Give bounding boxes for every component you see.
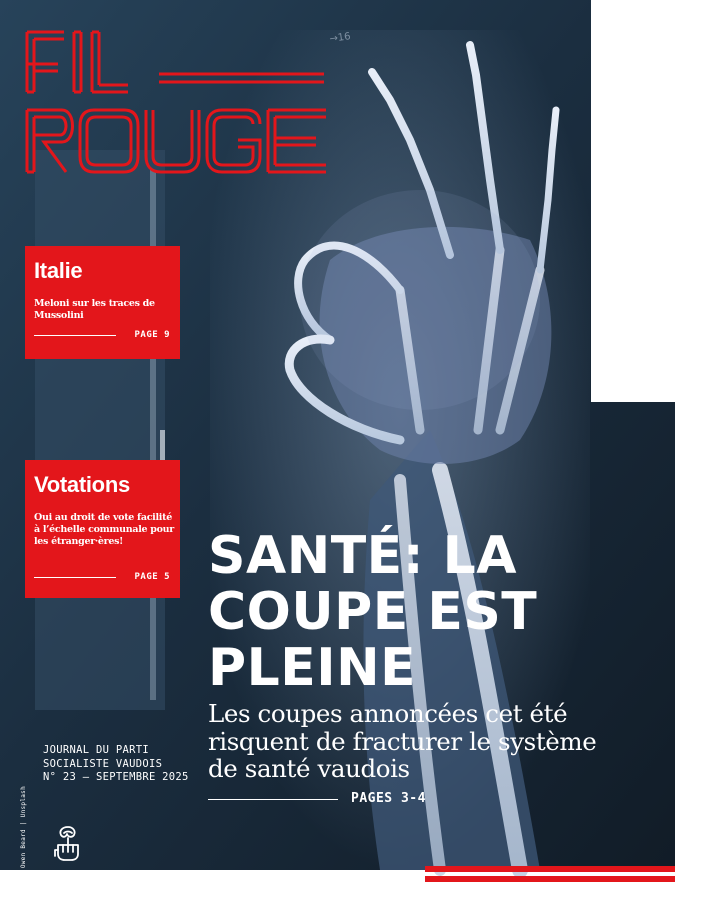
cover-headline xyxy=(208,528,668,696)
teaser-rule xyxy=(34,577,116,578)
issue-info xyxy=(43,744,189,785)
teaser-italie[interactable] xyxy=(25,246,180,359)
headline-line: PLEINE xyxy=(208,638,417,698)
masthead-logo xyxy=(24,28,329,176)
svg-text:→16: →16 xyxy=(328,31,352,45)
teaser-rule xyxy=(34,335,116,336)
teaser-heading: Votations xyxy=(34,472,130,497)
deck-line: de santé vaudois xyxy=(208,754,410,783)
headline-line: SANTÉ: LA xyxy=(208,526,517,586)
cover-story-page-ref[interactable]: PAGES 3-4 xyxy=(351,791,426,806)
accent-bar xyxy=(425,876,675,882)
rose-fist-icon xyxy=(50,824,86,862)
cover-story-rule xyxy=(208,799,338,800)
teaser-page-ref: PAGE 5 xyxy=(134,572,170,582)
teaser-page-ref: PAGE 9 xyxy=(134,330,170,340)
teaser-heading: Italie xyxy=(34,258,83,283)
issue-info-line: SOCIALISTE VAUDOIS xyxy=(43,757,163,770)
teaser-text: Meloni sur les traces de Mussolini xyxy=(34,298,155,321)
accent-bar xyxy=(425,866,675,872)
cover-deck xyxy=(208,700,648,783)
teaser-text: Oui au droit de vote facilité à l’échelle communale pour les étranger·ères! xyxy=(34,512,174,547)
deck-line: Les coupes annoncées cet été xyxy=(208,699,568,728)
teaser-votations[interactable] xyxy=(25,460,180,598)
issue-info-line: JOURNAL DU PARTI xyxy=(43,744,149,756)
deck-line: risquent de fracturer le système xyxy=(208,726,597,756)
issue-info-line: N° 23 — SEPTEMBRE 2025 xyxy=(43,771,189,783)
photo-credit: © Owen Beard | Unsplash xyxy=(20,786,27,876)
headline-line: COUPE EST xyxy=(208,582,538,642)
